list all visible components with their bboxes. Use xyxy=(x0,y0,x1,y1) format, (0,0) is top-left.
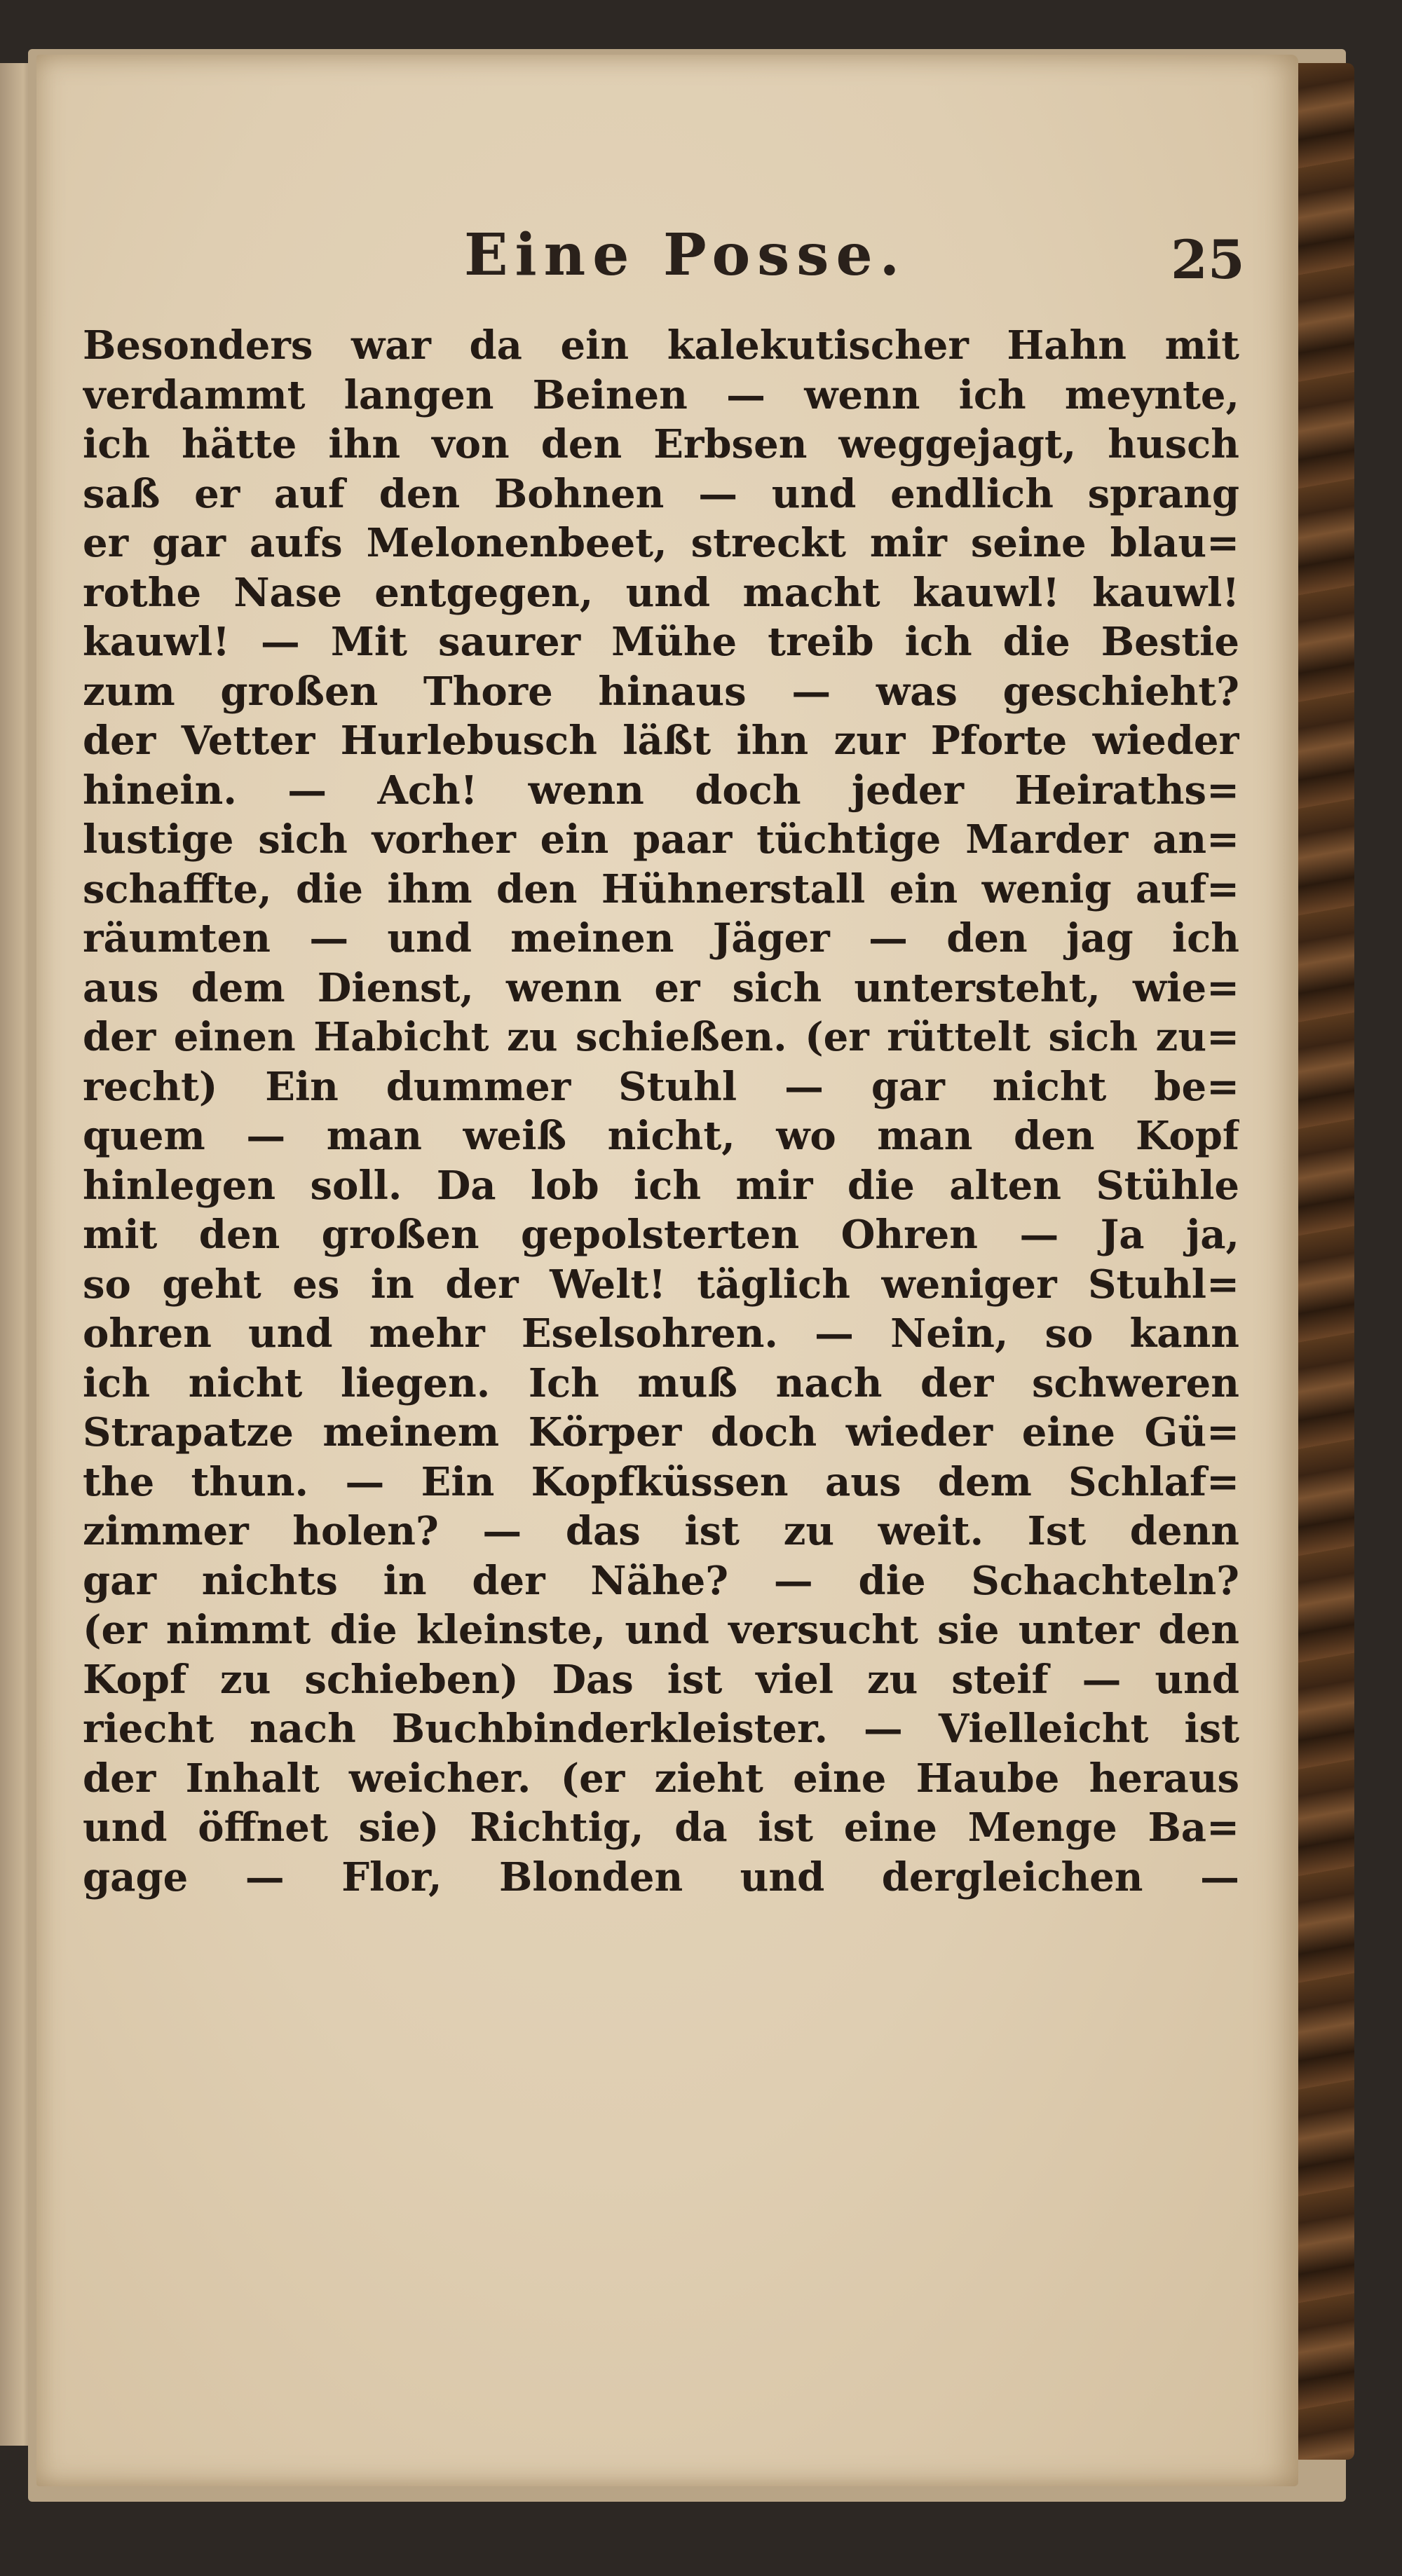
book-cover-edge xyxy=(1290,63,1354,2460)
text-line: so geht es in der Welt! täglich weniger Stuhl= xyxy=(83,1261,1239,1308)
text-line: gage — Flor, Blonden und dergleichen — xyxy=(83,1854,1239,1900)
text-line: (er nimmt die kleinste, und versucht sie unter den xyxy=(83,1607,1239,1653)
text-line: verdammt langen Beinen — wenn ich meynte, xyxy=(83,371,1239,418)
text-line: der Inhalt weicher. (er zieht eine Haube heraus xyxy=(83,1755,1239,1802)
running-title: Eine Posse. xyxy=(464,221,907,289)
text-line: rothe Nase entgegen, und macht kauwl! kauwl! xyxy=(83,569,1239,616)
text-line: lustige sich vorher ein paar tüchtige Marder an= xyxy=(83,816,1239,863)
text-line: zum großen Thore hinaus — was geschieht? xyxy=(83,668,1239,715)
book-page xyxy=(36,55,1298,2486)
text-line: schaffte, die ihm den Hühnerstall ein wenig auf= xyxy=(83,865,1239,912)
text-line: hinlegen soll. Da lob ich mir die alten Stühle xyxy=(83,1162,1239,1209)
text-line: er gar aufs Melonenbeet, streckt mir seine blau= xyxy=(83,520,1239,566)
text-line: Strapatze meinem Körper doch wieder eine Gü= xyxy=(83,1409,1239,1455)
text-line: und öffnet sie) Richtig, da ist eine Menge Ba= xyxy=(83,1804,1239,1851)
text-line: mit den großen gepolsterten Ohren — Ja ja, xyxy=(83,1212,1239,1258)
text-line: der Vetter Hurlebusch läßt ihn zur Pforte wieder xyxy=(83,718,1239,764)
text-line: aus dem Dienst, wenn er sich untersteht, wie= xyxy=(83,964,1239,1011)
text-line: ohren und mehr Eselsohren. — Nein, so kann xyxy=(83,1310,1239,1357)
page-header xyxy=(36,216,1298,293)
page-number: 25 xyxy=(1171,228,1245,291)
text-line: saß er auf den Bohnen — und endlich sprang xyxy=(83,470,1239,517)
text-line: räumten — und meinen Jäger — den jag ich xyxy=(83,915,1239,961)
text-line: kauwl! — Mit saurer Mühe treib ich die Bestie xyxy=(83,619,1239,665)
text-line: gar nichts in der Nähe? — die Schachteln? xyxy=(83,1557,1239,1604)
text-line: riecht nach Buchbinderkleister. — Vielleicht ist xyxy=(83,1706,1239,1752)
text-line: recht) Ein dummer Stuhl — gar nicht be= xyxy=(83,1063,1239,1110)
text-line: der einen Habicht zu schießen. (er rüttelt sich zu= xyxy=(83,1014,1239,1060)
text-line: hinein. — Ach! wenn doch jeder Heiraths= xyxy=(83,767,1239,814)
text-line: the thun. — Ein Kopfküssen aus dem Schlaf= xyxy=(83,1458,1239,1505)
text-line: zimmer holen? — das ist zu weit. Ist denn xyxy=(83,1508,1239,1554)
text-line: quem — man weiß nicht, wo man den Kopf xyxy=(83,1113,1239,1159)
text-line: Besonders war da ein kalekutischer Hahn mit xyxy=(83,322,1239,369)
text-line: Kopf zu schieben) Das ist viel zu steif — und xyxy=(83,1656,1239,1703)
body-text xyxy=(83,321,1239,1902)
text-line: ich nicht liegen. Ich muß nach der schweren xyxy=(83,1359,1239,1406)
text-line: ich hätte ihn von den Erbsen weggejagt, husch xyxy=(83,421,1239,467)
